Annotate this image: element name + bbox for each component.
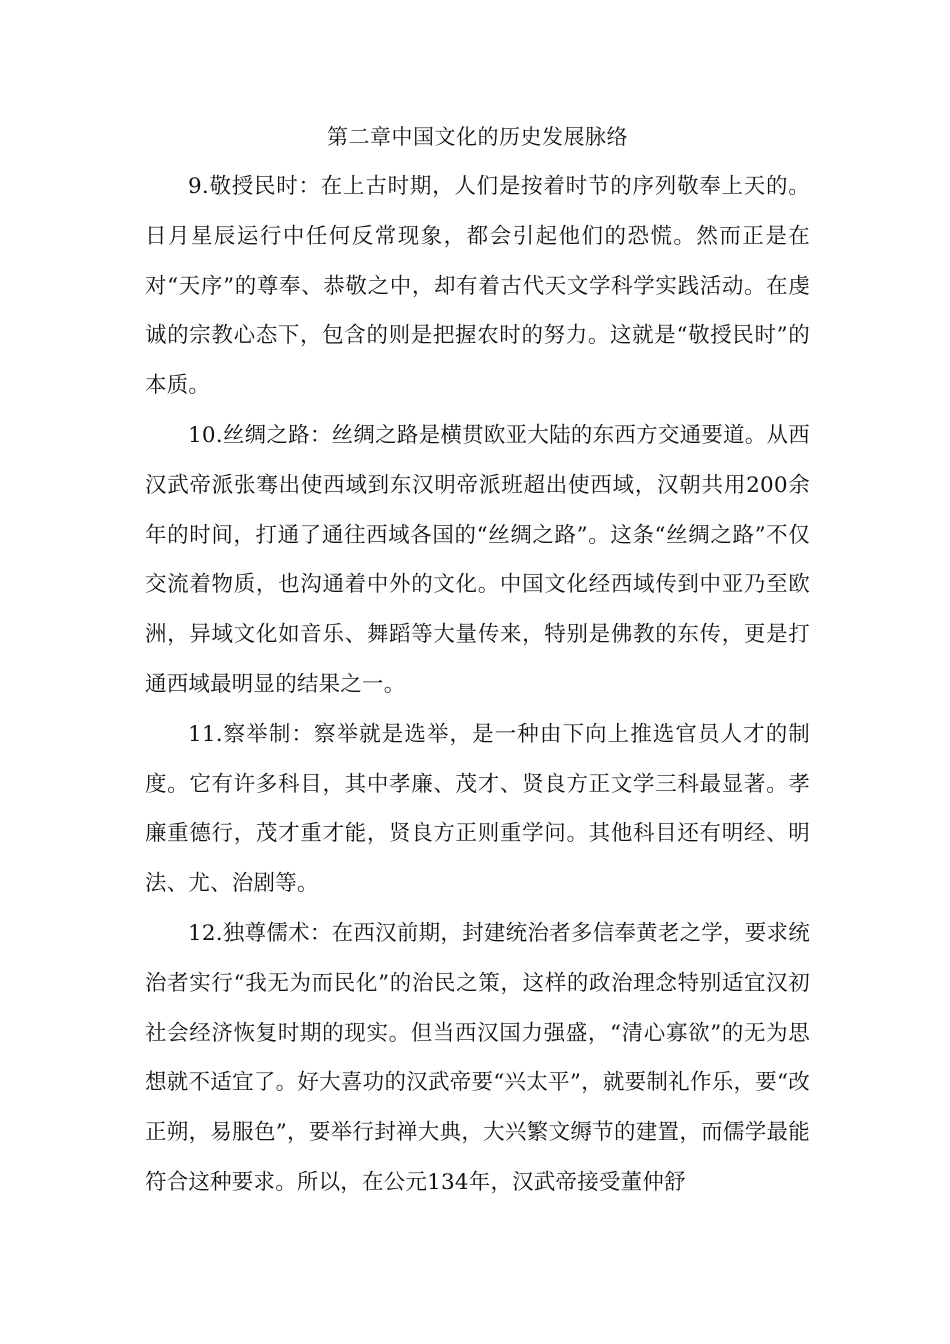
term-label: 11.察举制： — [188, 721, 315, 747]
paragraph-duzun-rushu — [145, 909, 810, 1208]
paragraph-text: 在上古时期，人们是按着时节的序列敬奉上天的。日月星辰运行中任何反常现象，都会引起他们的恐慌。然而正是在对“天序”的尊奉、恭敬之中，却有着古代天文学科学实践活动。在虔诚的宗教心态下，包含的则是把握农时的努力。这就是“敬授民时”的本质。 — [145, 174, 810, 399]
document-title: 第二章中国文化的历史发展脉络 — [327, 125, 628, 149]
paragraph-text: 察举就是选举，是一种由下向上推选官员人才的制度。它有许多科目，其中孝廉、茂才、贤良方正文学三科最显著。孝廉重德行，茂才重才能，贤良方正则重学问。其他科目还有明经、明法、尤、治剧等。 — [145, 721, 810, 897]
paragraph-jingshou-minshi — [145, 162, 810, 411]
paragraph-text: 丝绸之路是横贯欧亚大陆的东西方交通要道。从西汉武帝派张骞出使西域到东汉明帝派班超出使西域，汉朝共用200余年的时间，打通了通往西域各国的“丝绸之路”。这条“丝绸之路”不仅交流着物质，也沟通着中外的文化。中国文化经西域传到中亚乃至欧洲，异域文化如音乐、舞蹈等大量传来，特别是佛教的东传，更是打通西域最明显的结果之一。 — [145, 422, 811, 697]
term-label: 10.丝绸之路： — [188, 422, 332, 448]
document-page — [145, 112, 810, 1208]
paragraph-silk-road — [145, 411, 810, 710]
paragraph-text: 在西汉前期，封建统治者多信奉黄老之学，要求统治者实行“我无为而民化”的治民之策，这样的政治理念特别适宜汉初社会经济恢复时期的现实。但当西汉国力强盛，“清心寡欲”的无为思想就不适宜了。好大喜功的汉武帝要“兴太平”，就要制礼作乐，要“改正朔，易服色”，要举行封禅大典，大兴繁文缛节的建置，而儒学最能符合这种要求。所以，在公元134年，汉武帝接受董仲舒 — [145, 920, 811, 1195]
term-label: 9.敬授民时： — [188, 174, 321, 199]
paragraph-chaju-system — [145, 710, 810, 909]
term-label: 12.独尊儒术： — [188, 920, 332, 946]
